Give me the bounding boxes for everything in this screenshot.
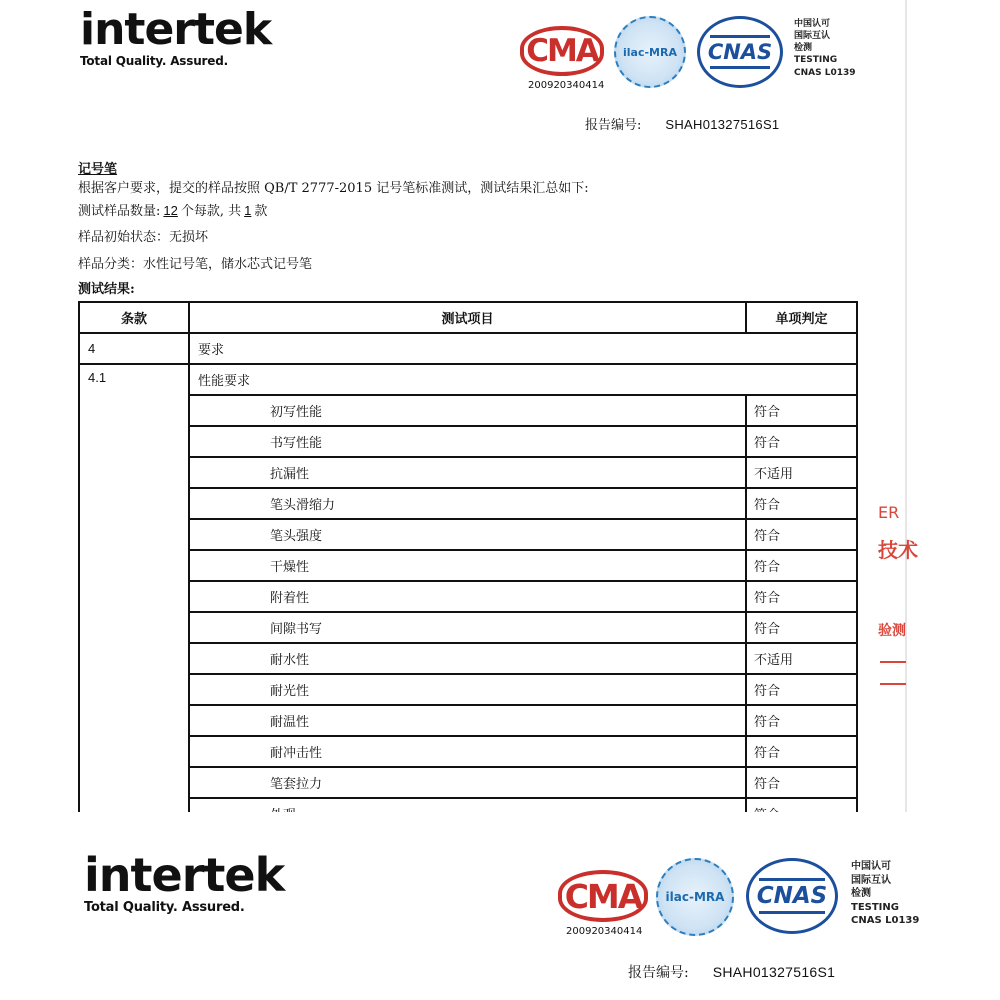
sample-quantity-label: 测试样品数量: — [78, 204, 161, 219]
cnas-accreditation-text — [794, 18, 856, 79]
sample-quantity-count: 12 — [163, 203, 178, 218]
cma-badge-bottom-label: CMA — [564, 876, 642, 916]
clause-cell: 4 — [79, 333, 189, 364]
intertek-logo — [80, 4, 272, 68]
verdict-cell: 符合 — [746, 736, 857, 767]
table-row — [79, 550, 857, 581]
table-header-row — [79, 302, 857, 333]
results-heading: 测试结果: — [78, 282, 135, 297]
table-row — [79, 612, 857, 643]
ilac-mra-badge — [614, 16, 686, 88]
verdict-cell: 符合 — [746, 550, 857, 581]
verdict-cell: 符合 — [746, 395, 857, 426]
cnas-text-line: 中国认可 — [851, 861, 891, 872]
page-edge-rule — [905, 0, 907, 812]
sample-style-count: 1 — [244, 203, 252, 218]
clause-cell: 4.1 — [79, 364, 189, 829]
report-number-bottom-label: 报告编号: — [628, 965, 689, 981]
verdict-cell: 不适用 — [746, 457, 857, 488]
sub-item-cell: 间隙书写 — [189, 612, 746, 643]
verdict-cell: 符合 — [746, 426, 857, 457]
cnas-text-line: 检测 — [794, 43, 813, 54]
table-row — [79, 705, 857, 736]
stamp-text-tech: 技术 — [878, 538, 918, 562]
sub-item-cell: 笔套拉力 — [189, 767, 746, 798]
brand-tagline-bottom: Total Quality. Assured. — [84, 900, 245, 915]
cma-badge — [520, 26, 604, 76]
verdict-cell: 符合 — [746, 581, 857, 612]
verdict-cell: 符合 — [746, 705, 857, 736]
cnas-badge-label: CNAS — [707, 40, 773, 64]
cma-badge-label: CMA — [526, 33, 598, 69]
header-clause: 条款 — [79, 302, 189, 333]
stamp-line — [880, 683, 906, 685]
header-verdict: 单项判定 — [746, 302, 857, 333]
cnas-text-line: 中国认可 — [794, 19, 831, 29]
header-test-item: 测试项目 — [189, 302, 746, 333]
table-row — [79, 674, 857, 705]
report-number-bottom-value: SHAH01327516S1 — [712, 964, 836, 980]
report-number-value: SHAH01327516S1 — [665, 117, 780, 132]
sample-quantity-mid: 个每款, 共 — [180, 204, 242, 219]
sub-item-cell: 书写性能 — [189, 426, 746, 457]
intro-text: 根据客户要求，提交的样品按照 QB/T 2777-2015 记号笔标准测试，测试结果汇总如下: — [78, 181, 589, 196]
table-row — [79, 426, 857, 457]
stamp-line — [880, 661, 906, 663]
cnas-badge-bottom — [746, 858, 838, 934]
sub-item-cell: 耐水性 — [189, 643, 746, 674]
table-row — [79, 364, 857, 395]
stamp-text-er: ER — [878, 503, 900, 522]
sub-item-cell: 干燥性 — [189, 550, 746, 581]
ilac-mra-label: ilac-MRA — [623, 45, 677, 59]
sub-item-cell: 耐光性 — [189, 674, 746, 705]
brand-name-bottom: intertek — [84, 848, 285, 902]
verdict-cell: 符合 — [746, 519, 857, 550]
cnas-accreditation-text-bottom — [851, 860, 919, 928]
ilac-mra-badge-bottom — [656, 858, 734, 936]
stamp-text-test: 验测 — [878, 623, 906, 639]
table-row — [79, 519, 857, 550]
ilac-mra-bottom-label: ilac-MRA — [665, 890, 725, 904]
table-row — [79, 333, 857, 364]
sub-item-cell: 初写性能 — [189, 395, 746, 426]
verdict-cell: 不适用 — [746, 643, 857, 674]
report-number-label: 报告编号: — [585, 118, 642, 133]
cnas-text-line: TESTING — [794, 55, 838, 66]
cnas-badge-bottom-label: CNAS — [756, 883, 828, 909]
sub-item-cell: 笔头滑缩力 — [189, 488, 746, 519]
table-row — [79, 395, 857, 426]
report-number-bottom — [628, 962, 835, 982]
cnas-text-line: 国际互认 — [794, 31, 831, 42]
sub-item-cell: 附着性 — [189, 581, 746, 612]
cnas-text-line: CNAS L0139 — [794, 67, 856, 78]
brand-name: intertek — [80, 4, 272, 55]
table-row — [79, 643, 857, 674]
verdict-cell: 符合 — [746, 488, 857, 519]
results-table-wrapper — [78, 301, 857, 812]
sub-item-cell: 耐温性 — [189, 705, 746, 736]
cma-number: 200920340414 — [528, 80, 605, 91]
brand-tagline: Total Quality. Assured. — [80, 54, 228, 68]
cnas-badge — [697, 16, 783, 88]
table-row — [79, 457, 857, 488]
cnas-text-line: TESTING — [851, 901, 899, 913]
sub-item-cell: 抗漏性 — [189, 457, 746, 488]
cnas-text-line: CNAS L0139 — [851, 915, 920, 926]
cnas-text-line: 检测 — [851, 888, 871, 899]
table-row — [79, 767, 857, 798]
table-row — [79, 581, 857, 612]
sample-quantity — [78, 200, 267, 219]
sub-item-cell: 笔头强度 — [189, 519, 746, 550]
verdict-cell: 符合 — [746, 767, 857, 798]
verdict-cell: 符合 — [746, 674, 857, 705]
results-table — [78, 301, 858, 830]
sub-item-cell: 耐冲击性 — [189, 736, 746, 767]
cma-number-bottom: 200920340414 — [566, 926, 643, 937]
item-cell: 性能要求 — [189, 364, 857, 395]
table-row — [79, 736, 857, 767]
cma-badge-bottom — [558, 870, 648, 922]
page-break-gap — [0, 812, 1000, 842]
item-cell: 要求 — [189, 333, 857, 364]
product-title: 记号笔 — [78, 162, 118, 177]
table-row — [79, 488, 857, 519]
report-number — [585, 114, 779, 133]
sample-initial-state: 样品初始状态：无损坏 — [78, 230, 209, 245]
sample-classification: 样品分类：水性记号笔，储水芯式记号笔 — [78, 257, 313, 272]
verdict-cell: 符合 — [746, 612, 857, 643]
sample-quantity-end: 款 — [254, 204, 268, 219]
intertek-logo-bottom — [84, 848, 285, 915]
cnas-text-line: 国际互认 — [851, 874, 891, 886]
